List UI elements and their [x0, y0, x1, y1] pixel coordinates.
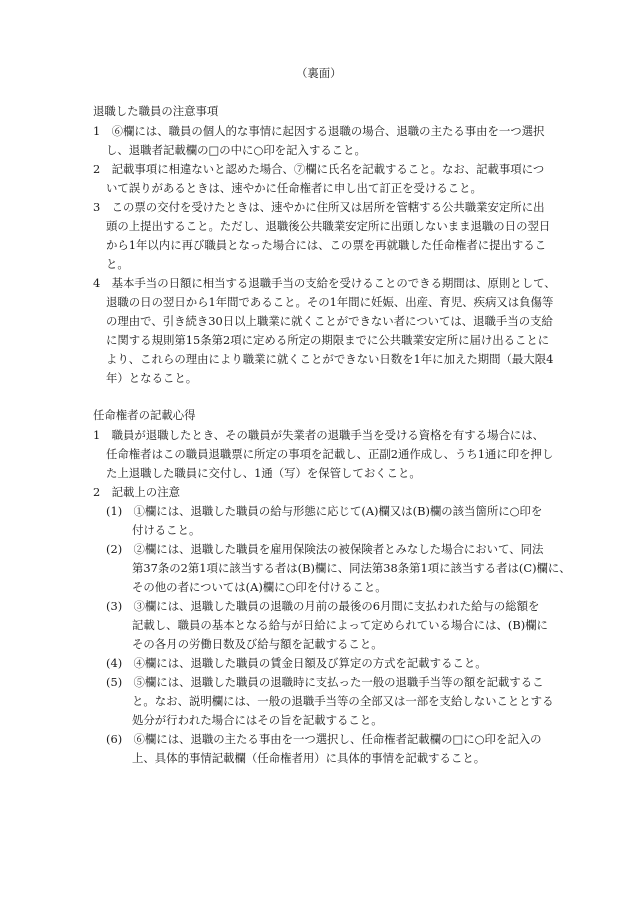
notes-line: その他の者については(A)欄に○印を付けること。 — [132, 580, 387, 594]
notes-line: (5) ⑤欄には、退職した職員の退職時に支払った一般の退職手当等の額を記載するこ — [106, 675, 544, 689]
notes-line: 第37条の2第1項に該当する者は(B)欄に、同法第38条第1項に該当する者は(C)欄に、 — [132, 561, 571, 575]
notes-line: 1 ⑥欄には、職員の個人的な事情に起因する退職の場合、退職の主たる事由を一つ選択 — [93, 124, 545, 138]
notes-line: いて誤りがあるときは、速やかに任命権者に申し出て訂正を受けること。 — [106, 181, 482, 195]
notes-line: から1年以内に再び職員となった場合には、この票を再就職した任命権者に提出するこ — [106, 238, 547, 252]
notes-line: 上、具体的事情記載欄（任命権者用）に具体的事情を記載すること。 — [132, 751, 486, 765]
notes-line: に関する規則第15条第2項に定める所定の期限までに公共職業安定所に届け出ることに — [106, 333, 550, 347]
notes-line: と。 — [106, 257, 129, 271]
notes-line: (1) ①欄には、退職した職員の給与形態に応じて(A)欄又は(B)欄の該当箇所に○印を — [106, 504, 543, 518]
notes-line: その各月の労働日数及び給与額を記載すること。 — [132, 637, 383, 651]
notes-line: 記載し、職員の基本となる給与が日給によって定められている場合には、(B)欄に — [132, 618, 548, 632]
notes-line: (6) ⑥欄には、退職の主たる事由を一つ選択し、任命権者記載欄の□に○印を記入の — [106, 732, 542, 746]
notes-line: 退職の日の翌日から1年間であること。その1年間に妊娠、出産、育児、疾病又は負傷等 — [106, 295, 554, 309]
notes-line: 年）となること。 — [106, 371, 198, 385]
notes-line: 4 基本手当の日額に相当する退職手当の支給を受けることのできる期間は、原則として、 — [93, 276, 556, 290]
notes-line: 任命権者はこの職員退職票に所定の事項を記載し、正副2通作成し、うち1通に印を押し — [106, 447, 554, 461]
notes-line: (3) ③欄には、退職した職員の退職の月前の最後の6月間に支払われた給与の総額を — [106, 599, 540, 613]
page-title: （裏面） — [296, 66, 342, 80]
notes-line: た上退職した職員に交付し、1通（写）を保管しておくこと。 — [106, 466, 421, 480]
notes-line: と。なお、説明欄には、一般の退職手当等の全部又は一部を支給しないこととする — [132, 694, 554, 708]
notes-line: より、これらの理由により職業に就くことができない日数を1年に加えた期間（最大限4 — [106, 352, 554, 366]
section-heading-retired-notes: 退職した職員の注意事項 — [93, 104, 219, 118]
notes-line: 2 記載事項に相違ないと認めた場合、⑦欄に氏名を記載すること。なお、記載事項につ — [93, 162, 545, 176]
notes-line: 付けること。 — [132, 523, 201, 537]
notes-line: (4) ④欄には、退職した職員の賃金日額及び算定の方式を記載すること。 — [106, 656, 487, 670]
notes-line: 3 この票の交付を受けたときは、速やかに住所又は居所を管轄する公共職業安定所に出 — [93, 200, 545, 214]
section-heading-appointer-notes: 任命権者の記載心得 — [93, 408, 196, 422]
notes-line: し、退職者記載欄の□の中に○印を記入すること。 — [106, 143, 366, 157]
notes-line: 1 職員が退職したとき、その職員が失業者の退職手当を受ける資格を有する場合には、 — [93, 428, 545, 442]
notes-line: 頭の上提出すること。ただし、退職後公共職業安定所に出頭しないまま退職の日の翌日 — [106, 219, 551, 233]
notes-line: (2) ②欄には、退職した職員を雇用保険法の被保険者とみなした場合において、同法 — [106, 542, 544, 556]
notes-line: の理由で、引き続き30日以上職業に就くことができない者については、退職手当の支給 — [106, 314, 553, 328]
notes-line: 処分が行われた場合にはその旨を記載すること。 — [132, 713, 383, 727]
notes-line: 2 記載上の注意 — [93, 485, 180, 499]
